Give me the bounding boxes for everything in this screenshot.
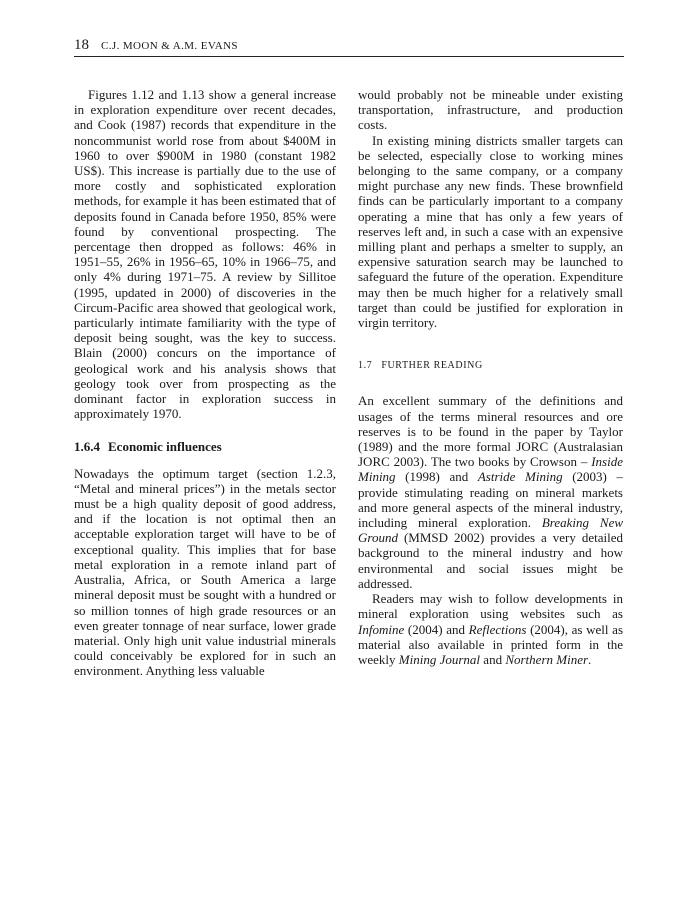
running-header (74, 36, 624, 55)
section-number: 1.7 (358, 360, 373, 372)
paragraph-further-reading (358, 393, 623, 591)
book-title: Inside Mining (358, 454, 623, 485)
section-title: FURTHER READING (381, 360, 483, 372)
paragraph-brownfield: In existing mining districts smaller targets can be selected, especially close to working mines belonging to the same company, or a company might purchase any new finds. These brownfield finds can be particularly important to a company operating a mine that has only a few years of reserves left and, in such a case with an expensive milling plant and perhaps a smelter to supply, an expensive saturation search may be launched to safeguard the future of the operation. Expenditure may then be much higher for a relatively small target than could be justified for exploration in virgin territory. (358, 132, 623, 331)
text-run: (2003) – provide stimulating reading on mineral markets and more general aspects of the mineral industry, including mineral exploration. (358, 469, 623, 531)
text-run: (MMSD 2002) provides a very detailed background to the mineral industry and how environmental and social issues might be addressed. (358, 530, 623, 591)
header-rule (74, 56, 624, 57)
text-run: (2004) and (404, 621, 469, 637)
paragraph-websites (358, 591, 623, 667)
text-run: (1998) and (395, 469, 478, 485)
publication-title: Mining Journal (398, 651, 481, 667)
paragraph-continuation: would probably not be mineable under existing transportation, infrastructure, and production costs. (358, 87, 623, 133)
paragraph-exploration-expenditure: Figures 1.12 and 1.13 show a general increase in exploration expenditure over recent decades, and Cook (1987) records that expenditure in the noncommunist world rose from about $400M in 1960 to over $900M in 1980 (constant 1982 US$). This increase is partially due to the use of more costly and sophisticated exploration methods, for example it has been estimated that of deposits found in Canada before 1950, 85% were found by conventional prospecting. The percentage then dropped as follows: 46% in 1951–55, 26% in 1956–65, 10% in 1966–75, and only 4% during 1971–75. A review by Sillitoe (1995, updated in 2000) of discoveries in the Circum-Pacific area showed that geological work, particularly intimate familiarity with the type of deposit being sought, was the key to success. Blain (2000) concurs on the importance of geological work and his analysis shows that geology took over from prospecting as the dominant factor in exploration success in approximately 1970. (74, 87, 336, 422)
left-column (74, 87, 336, 679)
page-number: 18 (74, 37, 89, 53)
book-title: Astride Mining (477, 469, 563, 485)
text-run: Readers may wish to follow developments in mineral exploration using websites such as (358, 591, 623, 622)
paragraph-economic-influences: Nowadays the optimum target (section 1.2.3, “Metal and mineral prices”) in the metals sector must be a high quality deposit of good address, and if the location is not optimal then an acceptable exploration target will have to be of exceptional quality. This implies that for base metal exploration in a remote inland part of Australia, Africa, or South America a large mineral deposit must be sought with a hundred or so million tonnes of high grade resources or an even greater tonnage of near surface, lower grade material. Only high unit value industrial minerals could conceivably be explored for in such an environment. Anything less valuable (74, 465, 336, 679)
text-run: . (588, 651, 592, 667)
text-run: An excellent summary of the definitions and usages of the terms mineral resources and ore reserves is to be found in the paper by Taylor (1989) and the more formal JORC (Australasian JORC 2003). The two books by Crowson – (358, 393, 623, 470)
subsection-title: Economic influences (108, 439, 222, 455)
section-heading (358, 358, 623, 373)
website-title: Reflections (468, 621, 527, 637)
publication-title: Northern Miner (505, 651, 589, 667)
subsection-number: 1.6.4 (74, 439, 100, 455)
running-head-authors: C.J. MOON & A.M. EVANS (101, 40, 238, 52)
text-run: (2004), as well as material also available in printed form in the weekly (358, 621, 623, 667)
website-title: Infomine (358, 621, 405, 637)
book-title: Breaking New Ground (358, 515, 624, 546)
subsection-heading (74, 439, 336, 454)
text-run: and (480, 651, 506, 667)
right-column (358, 87, 623, 667)
